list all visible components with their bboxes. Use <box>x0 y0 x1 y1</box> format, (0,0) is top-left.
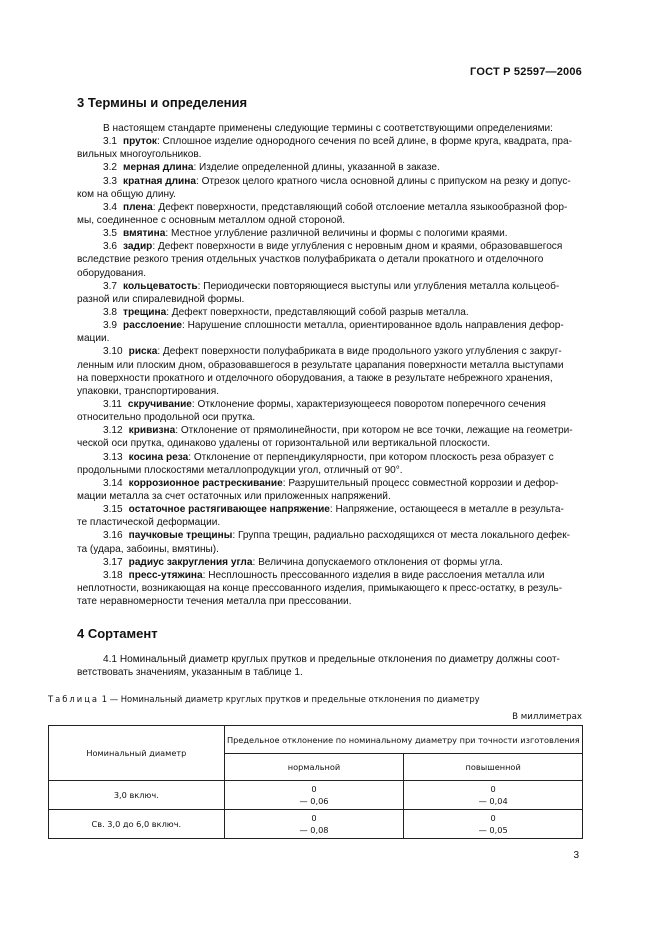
table-caption-text: 1 — Номинальный диаметр круглых прутков и предельные отклонения по диаметру <box>99 694 480 704</box>
term-number: 3.14 <box>103 477 123 489</box>
table-caption <box>48 694 480 704</box>
term-definition-line <box>77 345 582 358</box>
value-top: 0 <box>311 784 317 794</box>
term-name: скручивание <box>127 398 192 410</box>
term-number: 3.3 <box>103 175 118 187</box>
line-text: ком на общую длину. <box>77 188 176 200</box>
header-normal: нормальной <box>224 754 404 781</box>
text-line <box>77 267 582 280</box>
line-text: : Дефект поверхности в виде углубления с неровным дном и краями, образовавшегося <box>152 241 563 253</box>
text-line <box>77 490 582 503</box>
text-line <box>77 437 582 450</box>
term-definition-line <box>77 319 582 332</box>
section-3-body <box>77 122 582 608</box>
text-line <box>77 516 582 529</box>
term-name: риска <box>128 346 158 358</box>
line-text: ческой оси прутка, одинаково удалены от горизонтальной или вертикальной плоскости. <box>77 438 491 450</box>
term-number: 3.15 <box>103 504 123 516</box>
term-number: 3.16 <box>103 530 123 542</box>
term-name: остаточное растягивающее напряжение <box>128 504 330 516</box>
term-name: мерная длина <box>123 162 194 174</box>
term-definition-line <box>77 201 582 214</box>
term-name: пруток <box>123 136 157 148</box>
term-definition-line <box>77 306 582 319</box>
term-name: кривизна <box>128 425 176 437</box>
term-number: 3.11 <box>103 398 122 410</box>
line-text: : Нарушение сплошности металла, ориентированное вдоль направления дефор- <box>182 320 564 332</box>
line-text: мации. <box>77 333 110 345</box>
text-line <box>77 332 582 345</box>
line-text: та (удара, забоины, вмятины). <box>77 543 219 555</box>
term-number: 3.2 <box>103 162 118 174</box>
table-row <box>49 810 583 839</box>
term-number: 3.8 <box>103 306 118 318</box>
text-line <box>77 595 582 608</box>
value-top: 0 <box>490 784 496 794</box>
term-number: 3.4 <box>103 201 118 213</box>
value-bottom: — 0,04 <box>478 796 508 806</box>
term-number: 3.12 <box>103 425 123 437</box>
term-name: коррозионное растрескивание <box>128 477 283 489</box>
text-line <box>77 253 582 266</box>
page-number: 3 <box>573 850 579 861</box>
section-4-paragraph <box>77 653 582 679</box>
term-name: радиус закругления угла <box>128 556 253 568</box>
term-name: расслоение <box>123 320 183 332</box>
line-text: : Отрезок целого кратного числа основной длины с припуском на резку и допус- <box>195 175 571 187</box>
section-3-title: 3 Термины и определения <box>77 95 248 110</box>
line-text: : Отклонение от прямолинейности, при котором не все точки, лежащие на геометри- <box>175 425 573 437</box>
term-definition-line <box>77 240 582 253</box>
header-deviation-group: Предельное отклонение по номинальному диаметру при точности изготовления <box>224 726 582 754</box>
header-nominal-diameter: Номинальный диаметр <box>49 726 225 781</box>
term-number: 3.7 <box>103 280 118 292</box>
line-text: : Сплошное изделие однородного сечения по всей длине, в форме круга, квадрата, пра- <box>156 136 573 148</box>
term-name: кольцеватость <box>123 280 198 292</box>
line-text: : Группа трещин, радиально расходящихся от места локального дефек- <box>232 530 571 542</box>
term-number: 3.6 <box>103 241 118 253</box>
text-line <box>77 188 582 201</box>
paragraph-line: ветствовать значениям, указанным в таблице 1. <box>77 667 303 679</box>
text-line <box>77 582 582 595</box>
line-text: оборудования. <box>77 267 147 279</box>
line-text: упаковки, транспортирования. <box>77 385 220 397</box>
cell-high <box>404 810 583 839</box>
term-definition-line <box>77 556 582 569</box>
term-definition-line <box>77 529 582 542</box>
term-name: вмятина <box>123 228 166 240</box>
table-row <box>49 781 583 810</box>
cell-normal <box>224 810 404 839</box>
table-caption-word: Таблица <box>48 694 100 704</box>
line-text: на поверхности прокатного и отделочного оборудования, а также в результате небрежного хранения, <box>77 372 553 384</box>
term-name: плена <box>123 201 153 213</box>
term-name: пресс-утяжина <box>128 569 203 581</box>
line-text: : Дефект поверхности, представляющий собой разрыв металла. <box>166 306 469 318</box>
value-bottom: — 0,08 <box>299 825 329 835</box>
term-number: 3.5 <box>103 228 118 240</box>
line-text: вследствие резкого трения отдельных участков полуфабриката о детали прокатного и отделочного <box>77 254 544 266</box>
line-text: : Напряжение, остающееся в металле в результа- <box>329 504 564 516</box>
term-definition-line <box>77 161 582 174</box>
value-bottom: — 0,05 <box>478 825 508 835</box>
line-text: : Отклонение формы, характеризующееся поворотом поперечного сечения <box>191 398 546 410</box>
text-line <box>77 293 582 306</box>
text-line <box>77 372 582 385</box>
header-high: повышенной <box>404 754 583 781</box>
table-units: В миллиметрах <box>512 712 582 722</box>
term-number: 3.13 <box>103 451 123 463</box>
term-definition-line <box>77 175 582 188</box>
term-number: 3.9 <box>103 320 118 332</box>
line-text: : Величина допускаемого отклонения от формы угла. <box>252 556 503 568</box>
line-text: разной или спиралевидной формы. <box>77 293 245 305</box>
term-name: косина реза <box>128 451 189 463</box>
term-number: 3.17 <box>103 556 123 568</box>
term-definition-line <box>77 503 582 516</box>
line-text: мации металла за счет остаточных или приложенных напряжений. <box>77 490 391 502</box>
line-text: относительно продольной оси прутка. <box>77 412 256 424</box>
value-top: 0 <box>311 813 317 823</box>
text-line <box>77 464 582 477</box>
line-text: : Отклонение от перпендикулярности, при котором плоскость реза образует с <box>188 451 554 463</box>
line-text: : Местное углубление различной величины и формы с пологими краями. <box>165 228 508 240</box>
line-text: тате неравномерности течения металла при прессовании. <box>77 596 352 608</box>
cell-high <box>404 781 583 810</box>
term-name: паучковые трещины <box>128 530 233 542</box>
line-text: В настоящем стандарте применены следующие термины с соответствующими определениями: <box>103 123 553 134</box>
term-number: 3.1 <box>103 136 118 148</box>
term-definition-line <box>77 398 582 411</box>
term-definition-line <box>77 424 582 437</box>
line-text: неплотности, возникающая на конце прессованного изделия, примыкающего к пресс-остатку, в резуль- <box>77 582 563 594</box>
text-line <box>77 214 582 227</box>
line-text: те пластической деформации. <box>77 517 221 529</box>
term-number: 3.10 <box>103 346 123 358</box>
term-definition-line <box>77 227 582 240</box>
cell-diameter: 3,0 включ. <box>49 781 225 810</box>
text-line <box>77 148 582 161</box>
line-text: : Изделие определенной длины, указанной в заказе. <box>193 162 440 174</box>
table-1 <box>48 725 583 839</box>
text-line <box>77 411 582 424</box>
line-text: : Дефект поверхности полуфабриката в виде продольного узкого углубления с закруг- <box>157 346 562 358</box>
term-definition-line <box>77 280 582 293</box>
term-name: кратная длина <box>123 175 196 187</box>
line-text: вильных многоугольников. <box>77 149 202 161</box>
line-text: : Несплошность прессованного изделия в виде расслоения металла или <box>202 569 545 581</box>
text-line <box>77 122 582 135</box>
standard-code: ГОСТ Р 52597—2006 <box>470 66 582 78</box>
term-number: 3.18 <box>103 569 123 581</box>
term-definition-line <box>77 451 582 464</box>
paragraph-line: 4.1 Номинальный диаметр круглых прутков и предельные отклонения по диаметру должны соот- <box>103 654 560 665</box>
section-4-title: 4 Сортамент <box>77 626 158 641</box>
term-definition-line <box>77 135 582 148</box>
line-text: мы, соединенное с основным металлом одной стороной. <box>77 214 346 226</box>
value-top: 0 <box>490 813 496 823</box>
line-text: : Дефект поверхности, представляющий собой отслоение металла языкообразной фор- <box>152 201 568 213</box>
line-text: : Периодически повторяющиеся выступы или углубления металла кольцеоб- <box>197 280 560 292</box>
line-text: : Разрушительный процесс совместной коррозии и дефор- <box>282 477 559 489</box>
cell-diameter: Св. 3,0 до 6,0 включ. <box>49 810 225 839</box>
value-bottom: — 0,06 <box>299 796 329 806</box>
cell-normal <box>224 781 404 810</box>
term-definition-line <box>77 477 582 490</box>
text-line <box>77 359 582 372</box>
text-line <box>77 385 582 398</box>
line-text: ленным или плоским дном, образовавшегося в результате царапания поверхности металла выступами <box>77 359 564 371</box>
term-definition-line <box>77 569 582 582</box>
text-line <box>77 543 582 556</box>
term-name: задир <box>123 241 153 253</box>
line-text: продольными плоскостями металлопродукции угол, отличный от 90°. <box>77 464 403 476</box>
term-name: трещина <box>123 306 167 318</box>
